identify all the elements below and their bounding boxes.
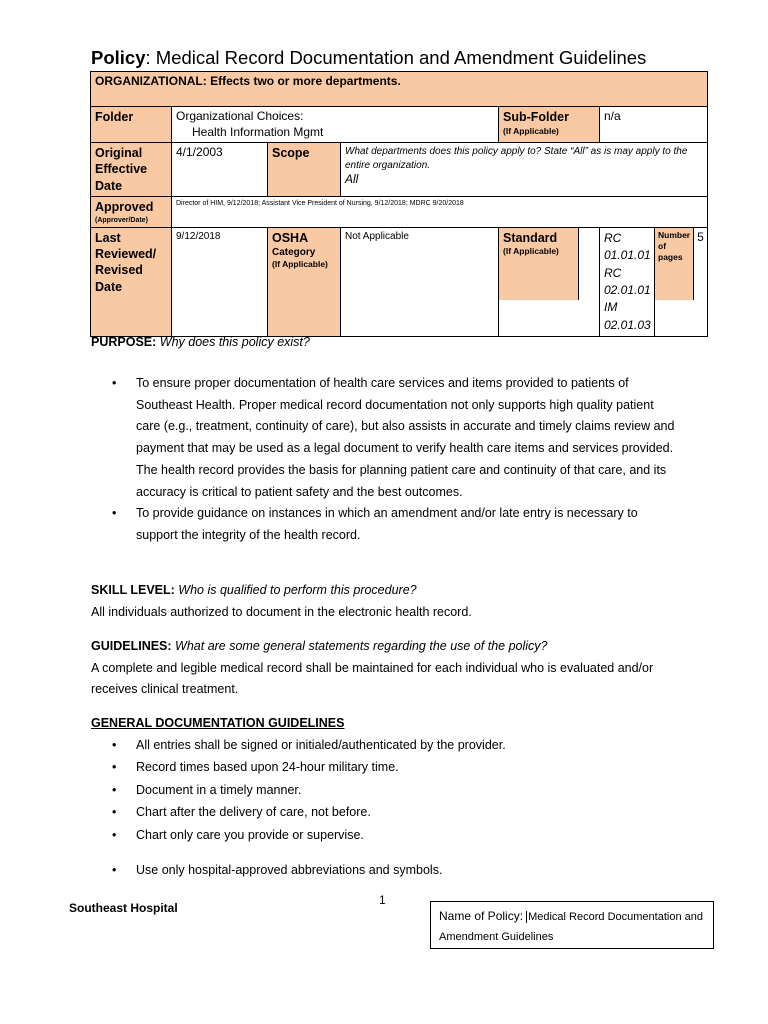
original-date-label: Original Effective Date [91,143,172,197]
original-date-value: 4/1/2003 [172,143,268,197]
purpose-question: Why does this policy exist? [159,335,310,349]
osha-value: Not Applicable [341,227,499,336]
guidelines-question: What are some general statements regarding the use of the policy? [175,639,548,653]
reviewed-row [91,227,708,336]
guidelines-section [91,636,691,701]
guidelines-text: A complete and legible medical record shall be maintained for each individual who is evaluated and/or receives clinical treatment. [91,660,654,696]
subfolder-label-cell [499,107,600,143]
standard-label-box [499,228,579,300]
osha-label: OSHA [272,230,309,245]
scope-value: All [345,172,359,187]
approved-row [91,197,708,228]
guidelines-label: GUIDELINES: [91,639,172,653]
osha-sub: Category [272,247,316,259]
org-row-text: ORGANIZATIONAL: Effects two or more departments. [91,72,708,107]
skill-text: All individuals authorized to document in the electronic health record. [91,604,472,619]
skill-question: Who is qualified to perform this procedure? [178,583,417,597]
general-guidelines-heading: GENERAL DOCUMENTATION GUIDELINES [91,716,345,730]
title-policy-word: Policy [91,47,146,68]
folder-row [91,107,708,143]
policy-name-box [430,901,714,949]
policy-name-label: Name of Policy: [439,909,524,923]
general-guidelines-list [110,734,680,846]
list-item: • Record times based upon 24-hour military time. [110,756,680,778]
pages-value: 5 [697,229,704,244]
standard-value-3: IM 02.01.03 [604,300,651,332]
folder-label: Folder [91,107,172,143]
policy-name-value: Medical Record Documentation and Amendment Guidelines [439,911,703,943]
standard-note: (If Applicable) [503,246,559,257]
purpose-label: PURPOSE: [91,335,157,349]
purpose-list [110,373,680,547]
standard-label: Standard [503,230,558,245]
list-item: • Use only hospital-approved abbreviations and symbols. [110,860,680,882]
standard-value-2: RC 02.01.01 [604,265,651,298]
pages-cell [655,227,708,336]
folder-cell [172,107,499,143]
osha-cell [268,227,341,336]
reviewed-value: 9/12/2018 [172,227,268,336]
list-item: • All entries shall be signed or initialed/authenticated by the provider. [110,734,680,756]
standard-cell [499,227,600,336]
subfolder-label: Sub-Folder [503,110,569,124]
skill-section [91,580,691,623]
reviewed-label: Last Reviewed/ Revised Date [91,227,172,336]
subfolder-value: n/a [600,107,708,143]
folder-choices-label: Organizational Choices: [176,109,304,123]
list-item: • To provide guidance on instances in which an amendment and/or late entry is necessary to support the integrity of the health record. [110,503,680,546]
purpose-heading [91,332,691,354]
list-item: • Document in a timely manner. [110,779,680,801]
list-item: • Chart after the delivery of care, not before. [110,801,680,823]
scope-cell [341,143,708,197]
pages-label: Number of pages [655,228,694,300]
approved-label: Approved [95,200,154,215]
folder-value: Health Information Mgmt [192,124,324,139]
approved-note: (Approver/Date) [95,216,148,224]
list-item: • To ensure proper documentation of health care services and items provided to patients of Southeast Health. Proper medical record documentation not only supports high quality patient care (e.g., treatment, continuity of care), but also assists in accurate and timely claims review and payment that may be used as a legal document to verify health care items and services provided. The health record provides the basis for planning patient care and continuity of that care, and its accuracy is critical to patient safety and the best outcomes. [110,373,680,503]
org-row [91,72,708,107]
approved-label-cell [91,197,172,228]
scope-question: What departments does this policy apply to? State “All” as is may apply to the entire organization. [345,146,688,171]
osha-note: (If Applicable) [272,259,328,270]
general-guidelines-list-continued [110,860,680,882]
scope-label: Scope [268,143,341,197]
title-text: : Medical Record Documentation and Amendment Guidelines [145,47,647,68]
policy-info-table [90,71,708,337]
effective-date-row [91,143,708,197]
page-title [91,47,646,69]
page-number: 1 [379,893,386,907]
footer-organization: Southeast Hospital [69,901,178,915]
skill-label: SKILL LEVEL: [91,583,175,597]
standard-value-1: RC 01.01.01 [604,230,651,263]
subfolder-note: (If Applicable) [503,125,559,136]
approved-value: Director of HIM, 9/12/2018; Assistant Vice President of Nursing, 9/12/2018; MDRC 9/20/2018 [172,197,708,228]
standard-values [600,227,655,336]
list-item: • Chart only care you provide or supervise. [110,824,680,846]
